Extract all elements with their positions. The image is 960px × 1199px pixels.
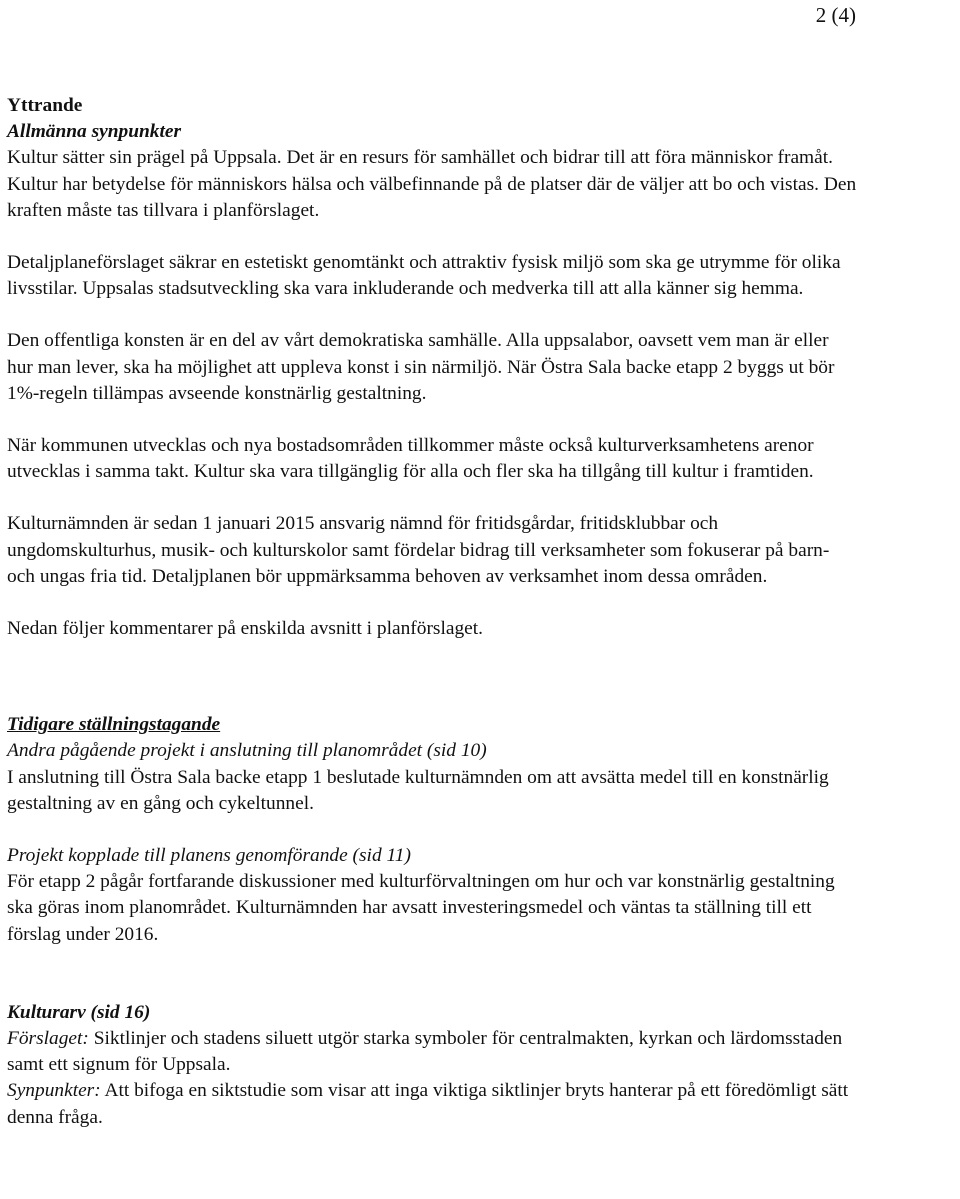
paragraph: Kultur sätter sin prägel på Uppsala. Det är en resurs för samhället och bidrar till att föra människor framåt. Kultur har betydelse för människors hälsa och välbefinnande på de platser där de väljer att bo och vistas. Den kraften måste tas tillvara i planförslaget. [7, 147, 857, 221]
text-synpunkter: Att bifoga en siktstudie som visar att inga viktiga siktlinjer bryts hanterar på ett föredömligt sätt denna fråga. [7, 1080, 849, 1128]
section-heading-kulturarv: Kulturarv (sid 16) [7, 1001, 151, 1023]
paragraph: När kommunen utvecklas och nya bostadsområden tillkommer måste också kulturverksamhetens arenor utvecklas i samma takt. Kultur ska vara tillgänglig för alla och fler ska ha tillgång till kultur i framtiden. [7, 435, 814, 483]
section-heading-tidigare: Tidigare ställningstagande [7, 714, 221, 736]
document-body [7, 93, 857, 1131]
section-yttrande [7, 93, 857, 642]
section-tidigare-stallningstagande [7, 712, 857, 948]
text-forslaget: Siktlinjer och stadens siluett utgör starka symboler för centralmakten, kyrkan och lärdomsstaden samt ett signum för Uppsala. [7, 1028, 843, 1076]
paragraph: För etapp 2 pågår fortfarande diskussioner med kulturförvaltningen om hur och var konstnärlig gestaltning ska göras inom planområdet. Kulturnämnden har avsatt investeringsmedel och väntas ta ställning till ett förslag under 2016. [7, 871, 835, 945]
paragraph: I anslutning till Östra Sala backe etapp 1 beslutade kulturnämnden om att avsätta medel till en konstnärlig gestaltning av en gång och cykeltunnel. [7, 766, 829, 814]
section-heading-yttrande: Yttrande [7, 95, 83, 116]
paragraph: Detaljplaneförslaget säkrar en estetiskt genomtänkt och attraktiv fysisk miljö som ska ge utrymme för olika livsstilar. Uppsalas stadsutveckling ska vara inkluderande och medverka till att alla känner sig hemma. [7, 252, 841, 300]
label-synpunkter: Synpunkter: [7, 1080, 101, 1102]
label-forslaget: Förslaget: [7, 1028, 89, 1050]
paragraph-synpunkter [7, 1078, 857, 1130]
subheading-allmanna-synpunkter: Allmänna synpunkter [7, 121, 182, 143]
paragraph: Kulturnämnden är sedan 1 januari 2015 ansvarig nämnd för fritidsgårdar, fritidsklubbar och ungdomskulturhus, musik- och kulturskolor samt fördelar bidrag till verksamheter som fokuserar på barn- och ungas fria tid. Detaljplanen bör uppmärksamma behoven av verksamhet inom dessa områden. [7, 513, 830, 587]
subheading-andra-projekt: Andra pågående projekt i anslutning till planområdet (sid 10) [7, 740, 487, 762]
paragraph: Den offentliga konsten är en del av vårt demokratiska samhälle. Alla uppsalabor, oavsett vem man är eller hur man lever, ska ha möjlighet att uppleva konst i sin närmiljö. När Östra Sala backe etapp 2 byggs ut bör 1%-regeln tillämpas avseende konstnärlig gestaltning. [7, 330, 835, 404]
paragraph: Nedan följer kommentarer på enskilda avsnitt i planförslaget. [7, 618, 483, 640]
section-kulturarv [7, 1000, 857, 1131]
paragraph-forslaget [7, 1026, 857, 1078]
subheading-projekt-kopplade: Projekt kopplade till planens genomförande (sid 11) [7, 845, 411, 867]
page-number: 2 (4) [815, 3, 856, 27]
